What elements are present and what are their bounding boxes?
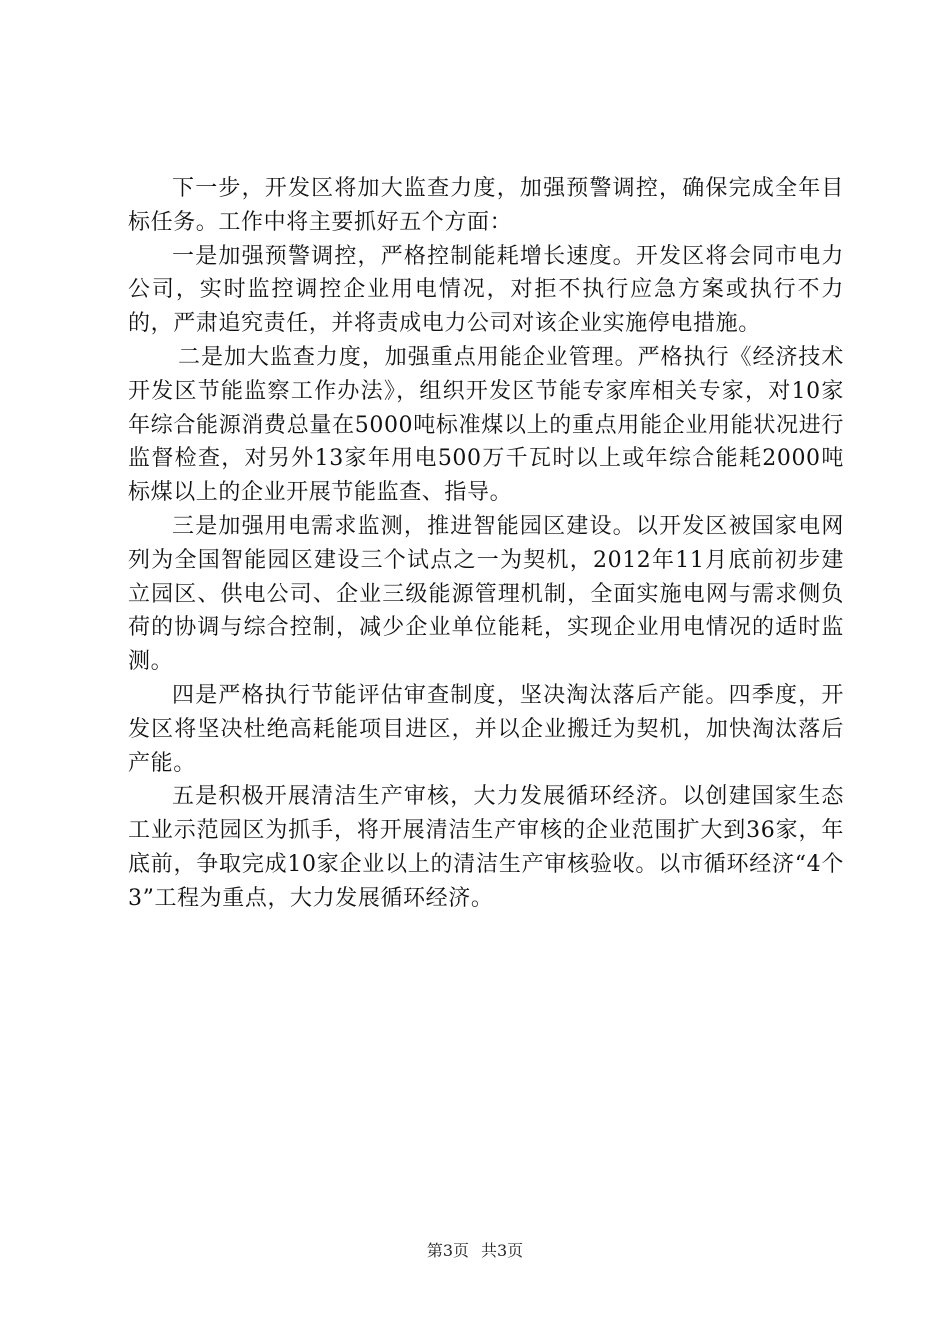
page-total: 共3页 [481,1241,524,1260]
paragraph-point-5: 五是积极开展清洁生产审核，大力发展循环经济。以创建国家生态工业示范园区为抓手，将开展清洁生产审核的企业范围扩大到36家，年底前，争取完成10家企业以上的清洁生产审核验收。以市循环经济“4个3”工程为重点，大力发展循环经济。 [128,784,844,911]
page-footer [0,1241,950,1261]
paragraph-point-2: 二是加大监查力度，加强重点用能企业管理。严格执行《经济技术开发区节能监察工作办法》，组织开发区节能专家库相关专家，对10家年综合能源消费总量在5000吨标准煤以上的重点用能企业用能状况进行监督检查，对另外13家年用电500万千瓦时以上或年综合能耗2000吨标煤以上的企业开展节能监查、指导。 [128,344,844,506]
page-number: 第3页 [426,1241,469,1260]
paragraph-point-1: 一是加强预警调控，严格控制能耗增长速度。开发区将会同市电力公司，实时监控调控企业用电情况，对拒不执行应急方案或执行不力的，严肃追究责任，并将责成电力公司对该企业实施停电措施。 [128,243,844,337]
paragraph-point-3: 三是加强用电需求监测，推进智能园区建设。以开发区被国家电网列为全国智能园区建设三个试点之一为契机，2012年11月底前初步建立园区、供电公司、企业三级能源管理机制，全面实施电网与需求侧负荷的协调与综合控制，减少企业单位能耗，实现企业用电情况的适时监测。 [128,513,844,675]
document-body [128,172,844,916]
paragraph-point-4: 四是严格执行节能评估审查制度，坚决淘汰落后产能。四季度，开发区将坚决杜绝高耗能项目进区，并以企业搬迁为契机，加快淘汰落后产能。 [128,682,844,776]
paragraph-intro: 下一步，开发区将加大监查力度，加强预警调控，确保完成全年目标任务。工作中将主要抓好五个方面： [128,176,844,235]
